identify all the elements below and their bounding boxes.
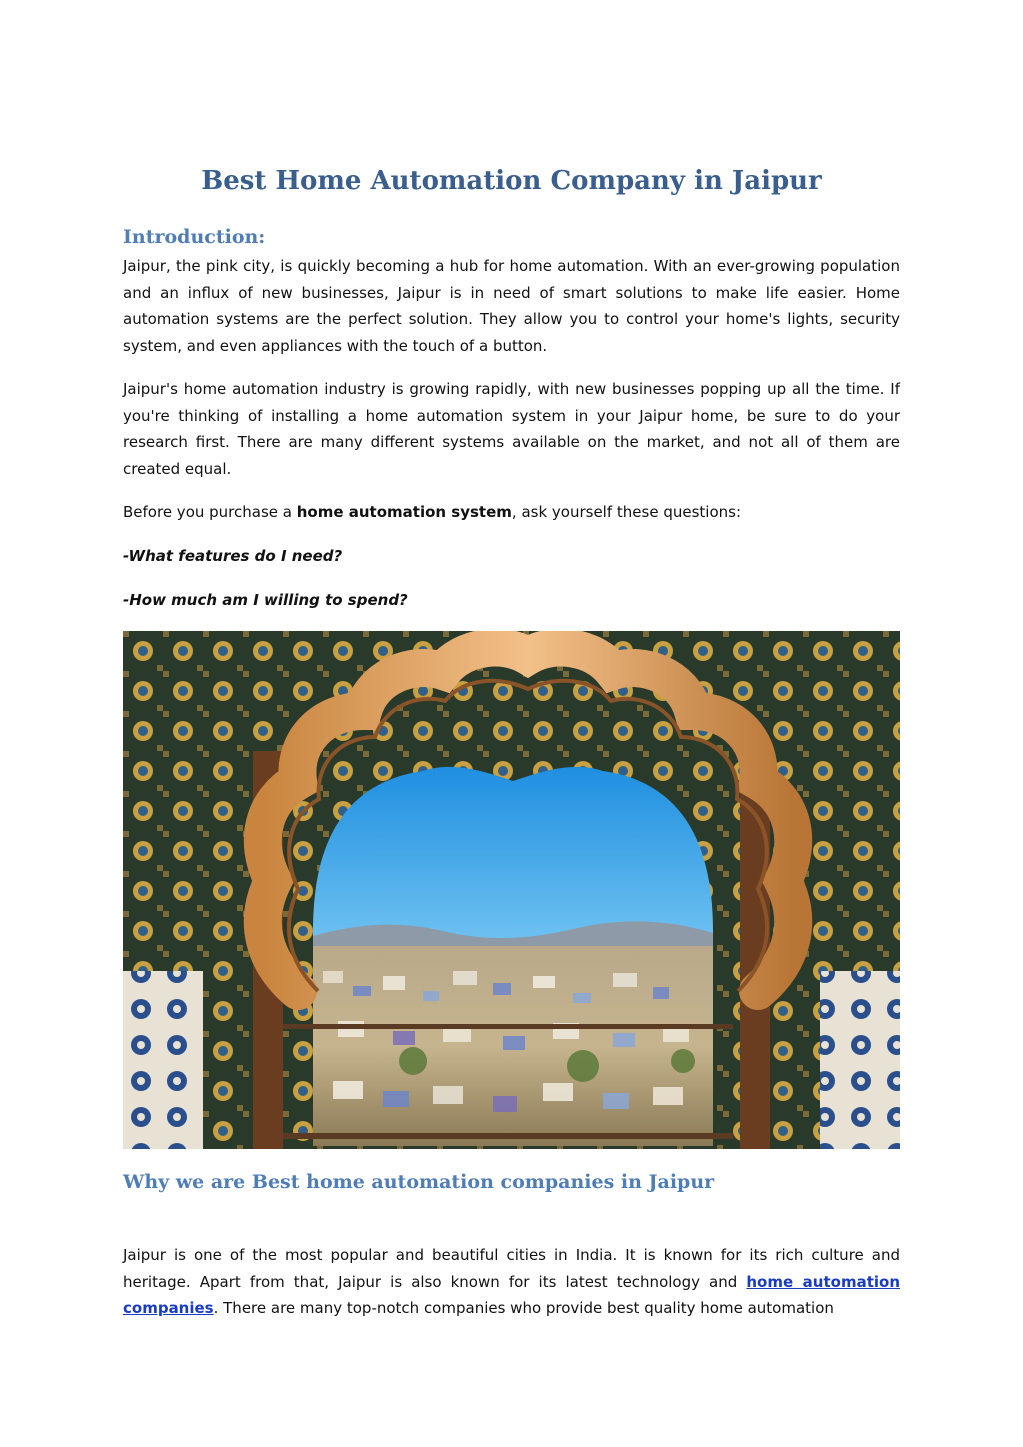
page-title: Best Home Automation Company in Jaipur bbox=[201, 166, 822, 196]
question-1: -What features do I need? bbox=[123, 547, 343, 565]
why-heading: Why we are Best home automation companies in Jaipur bbox=[123, 1171, 715, 1193]
intro-paragraph-1: Jaipur, the pink city, is quickly becoming a hub for home automation. With an ever-growing population and an influx of new businesses, Jaipur is in need of smart solutions to make life easier. Home automation systems are the perfect solution. They allow you to control your home's lights, security system, and even appliances with the touch of a button. bbox=[123, 257, 900, 355]
intro-paragraph-3 bbox=[123, 499, 900, 526]
p3-text-before: Before you purchase a bbox=[123, 503, 297, 521]
home-automation-companies-link[interactable]: home automation companies bbox=[123, 1272, 900, 1317]
jaipur-arch-photo bbox=[123, 631, 900, 1149]
question-2: -How much am I willing to spend? bbox=[123, 591, 408, 609]
p3-bold-text: home automation system bbox=[296, 503, 512, 521]
p3-text-after: , ask yourself these questions: bbox=[511, 503, 741, 521]
intro-paragraph-2: Jaipur's home automation industry is growing rapidly, with new businesses popping up all the time. If you're thinking of installing a home automation system in your Jaipur home, be sure to do your research first. There are many different systems available on the market, and not all of them are created equal. bbox=[123, 380, 900, 478]
p4-text-before: Jaipur is one of the most popular and beautiful cities in India. It is known for its rich culture and heritage. Apart from that, Jaipur is also known for its latest technology and bbox=[123, 1246, 900, 1291]
p4-text-after: . There are many top-notch companies who provide best quality home automation bbox=[213, 1299, 834, 1317]
why-paragraph bbox=[123, 1242, 900, 1322]
intro-heading: Introduction: bbox=[123, 226, 266, 248]
